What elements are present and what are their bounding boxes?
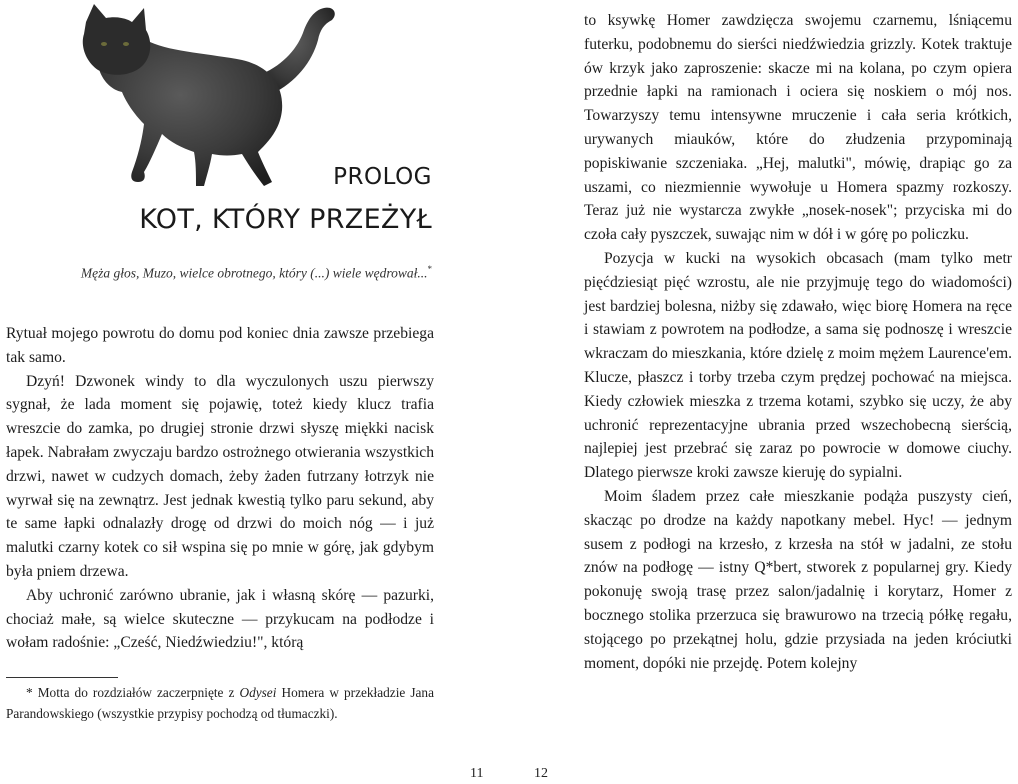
epigraph [0, 264, 432, 282]
page-number-left: 11 [470, 766, 484, 781]
paragraph: Rytuał mojego powrotu do domu pod koniec dnia zawsze przebiega tak samo. [6, 325, 434, 366]
footnote [6, 683, 434, 724]
chapter-label: PROLOG [333, 164, 432, 190]
footnote-mark: * [26, 685, 33, 700]
paragraph: Dzyń! Dzwonek windy to dla wyczulonych uszu pierwszy sygnał, że lada moment się pojawię, toteż kiedy klucz trafia wreszcie do zamka, po drugiej stronie drzwi słyszę miękki nacisk łapek. Nabrałam zwyczaju bardzo ostrożnego otwierania wszystkich drzwi, nawet w cudzych domach, żeby żaden futrzany łotrzyk nie wyrwał się na zewnątrz. Jest jednak kwestią tylko paru sekund, aby te same łapki odnalazły drogę od drzwi do moich nóg — i już malutki czarny kotek co sił wspina się po mnie w górę, jak gdybym była pniem drzewa. [6, 372, 434, 580]
paragraph: Aby uchronić zarówno ubranie, jak i własną skórę — pazurki, chociaż małe, są wielce skuteczne — przykucam na podłodze i wołam radośnie: „Cześć, Niedźwiedziu!", którą [6, 586, 434, 652]
footnote-text-after: Homera w przekładzie Jana Parandowskiego (wszystkie przypisy pochodzą od tłumaczki). [6, 685, 434, 721]
paragraph: to ksywkę Homer zawdzięcza swojemu czarnemu, lśniącemu futerku, podobnemu do sierści niedźwiedzia grizzly. Kotek traktuje ów krzyk jako zaproszenie: skacze mi na kolana, po czym opiera przednie łapki na ramionach i ociera się noskiem o mój nos. Towarzyszy temu intensywne mruczenie i cała seria krótkich, urywanych miauków, które do złudzenia przypominają popiskiwanie szczeniaka. „Hej, malutki", mówię, drapiąc go za uszami, co niezmiennie wywołuje u Homera spazmy rozkoszy. Teraz już nie wystarcza zwykłe „nosek-nosek"; przyciska mi do czoła cały pyszczek, suwając nim w dół i w górę po policzku. [584, 12, 1012, 244]
epigraph-footnote-mark: * [427, 264, 432, 274]
right-page-body [584, 9, 1012, 675]
footnote-text-before: Motta do rozdziałów zaczerpnięte z [37, 685, 235, 700]
page-number-right: 12 [534, 766, 548, 781]
footnote-book-title: Odysei [239, 685, 277, 700]
chapter-title: KOT, KTÓRY PRZEŻYŁ [139, 204, 432, 235]
paragraph: Pozycja w kucki na wysokich obcasach (mam tylko metr pięćdziesiąt pięć wzrostu, ale nie przyjmuję tego do wiadomości) jest bardziej bolesna, niżby się zdawało, więc biorę Homera na ręce i stawiam z powrotem na podłodze, a sama się podnoszę i wreszcie wkraczam do mieszkania, które dzielę z moim mężem Laurence'em. Klucze, płaszcz i torby trzeba czym prędzej pochować na miejsca. Kiedy człowiek mieszka z trzema kotami, szybko się uczy, że aby uchronić reprezentacyjne ubrania przed wszechobecną sierścią, najlepiej jest przebrać się zaraz po powrocie w domowe ciuchy. Dlatego pierwsze kroki zawsze kieruję do sypialni. [584, 249, 1012, 482]
footnote-divider [6, 677, 118, 678]
paragraph: Moim śladem przez całe mieszkanie podąża puszysty cień, skacząc po drodze na każdy napotkany mebel. Hyc! — jednym susem z podłogi na krzesło, z krzesła na stół w jadalni, ze stołu znów na podłogę — istny Q*bert, stworek z popularnej gry. Kiedy pokonuję swoją trasę przez salon/jadalnię i korytarz, Homer z bocznego stolika przerzuca się brawurowo na trzecią półkę regału, stojącego po przekątnej holu, gdzie przysiada na jeden króciutki moment, dopóki nie przejdę. Potem kolejny [584, 487, 1012, 672]
right-page [584, 0, 1016, 784]
left-page-body [6, 322, 434, 655]
left-page [0, 0, 470, 784]
black-cat-illustration [72, 2, 344, 192]
epigraph-text: Męża głos, Muzo, wielce obrotnego, który (...) wiele wędrował... [80, 265, 428, 281]
